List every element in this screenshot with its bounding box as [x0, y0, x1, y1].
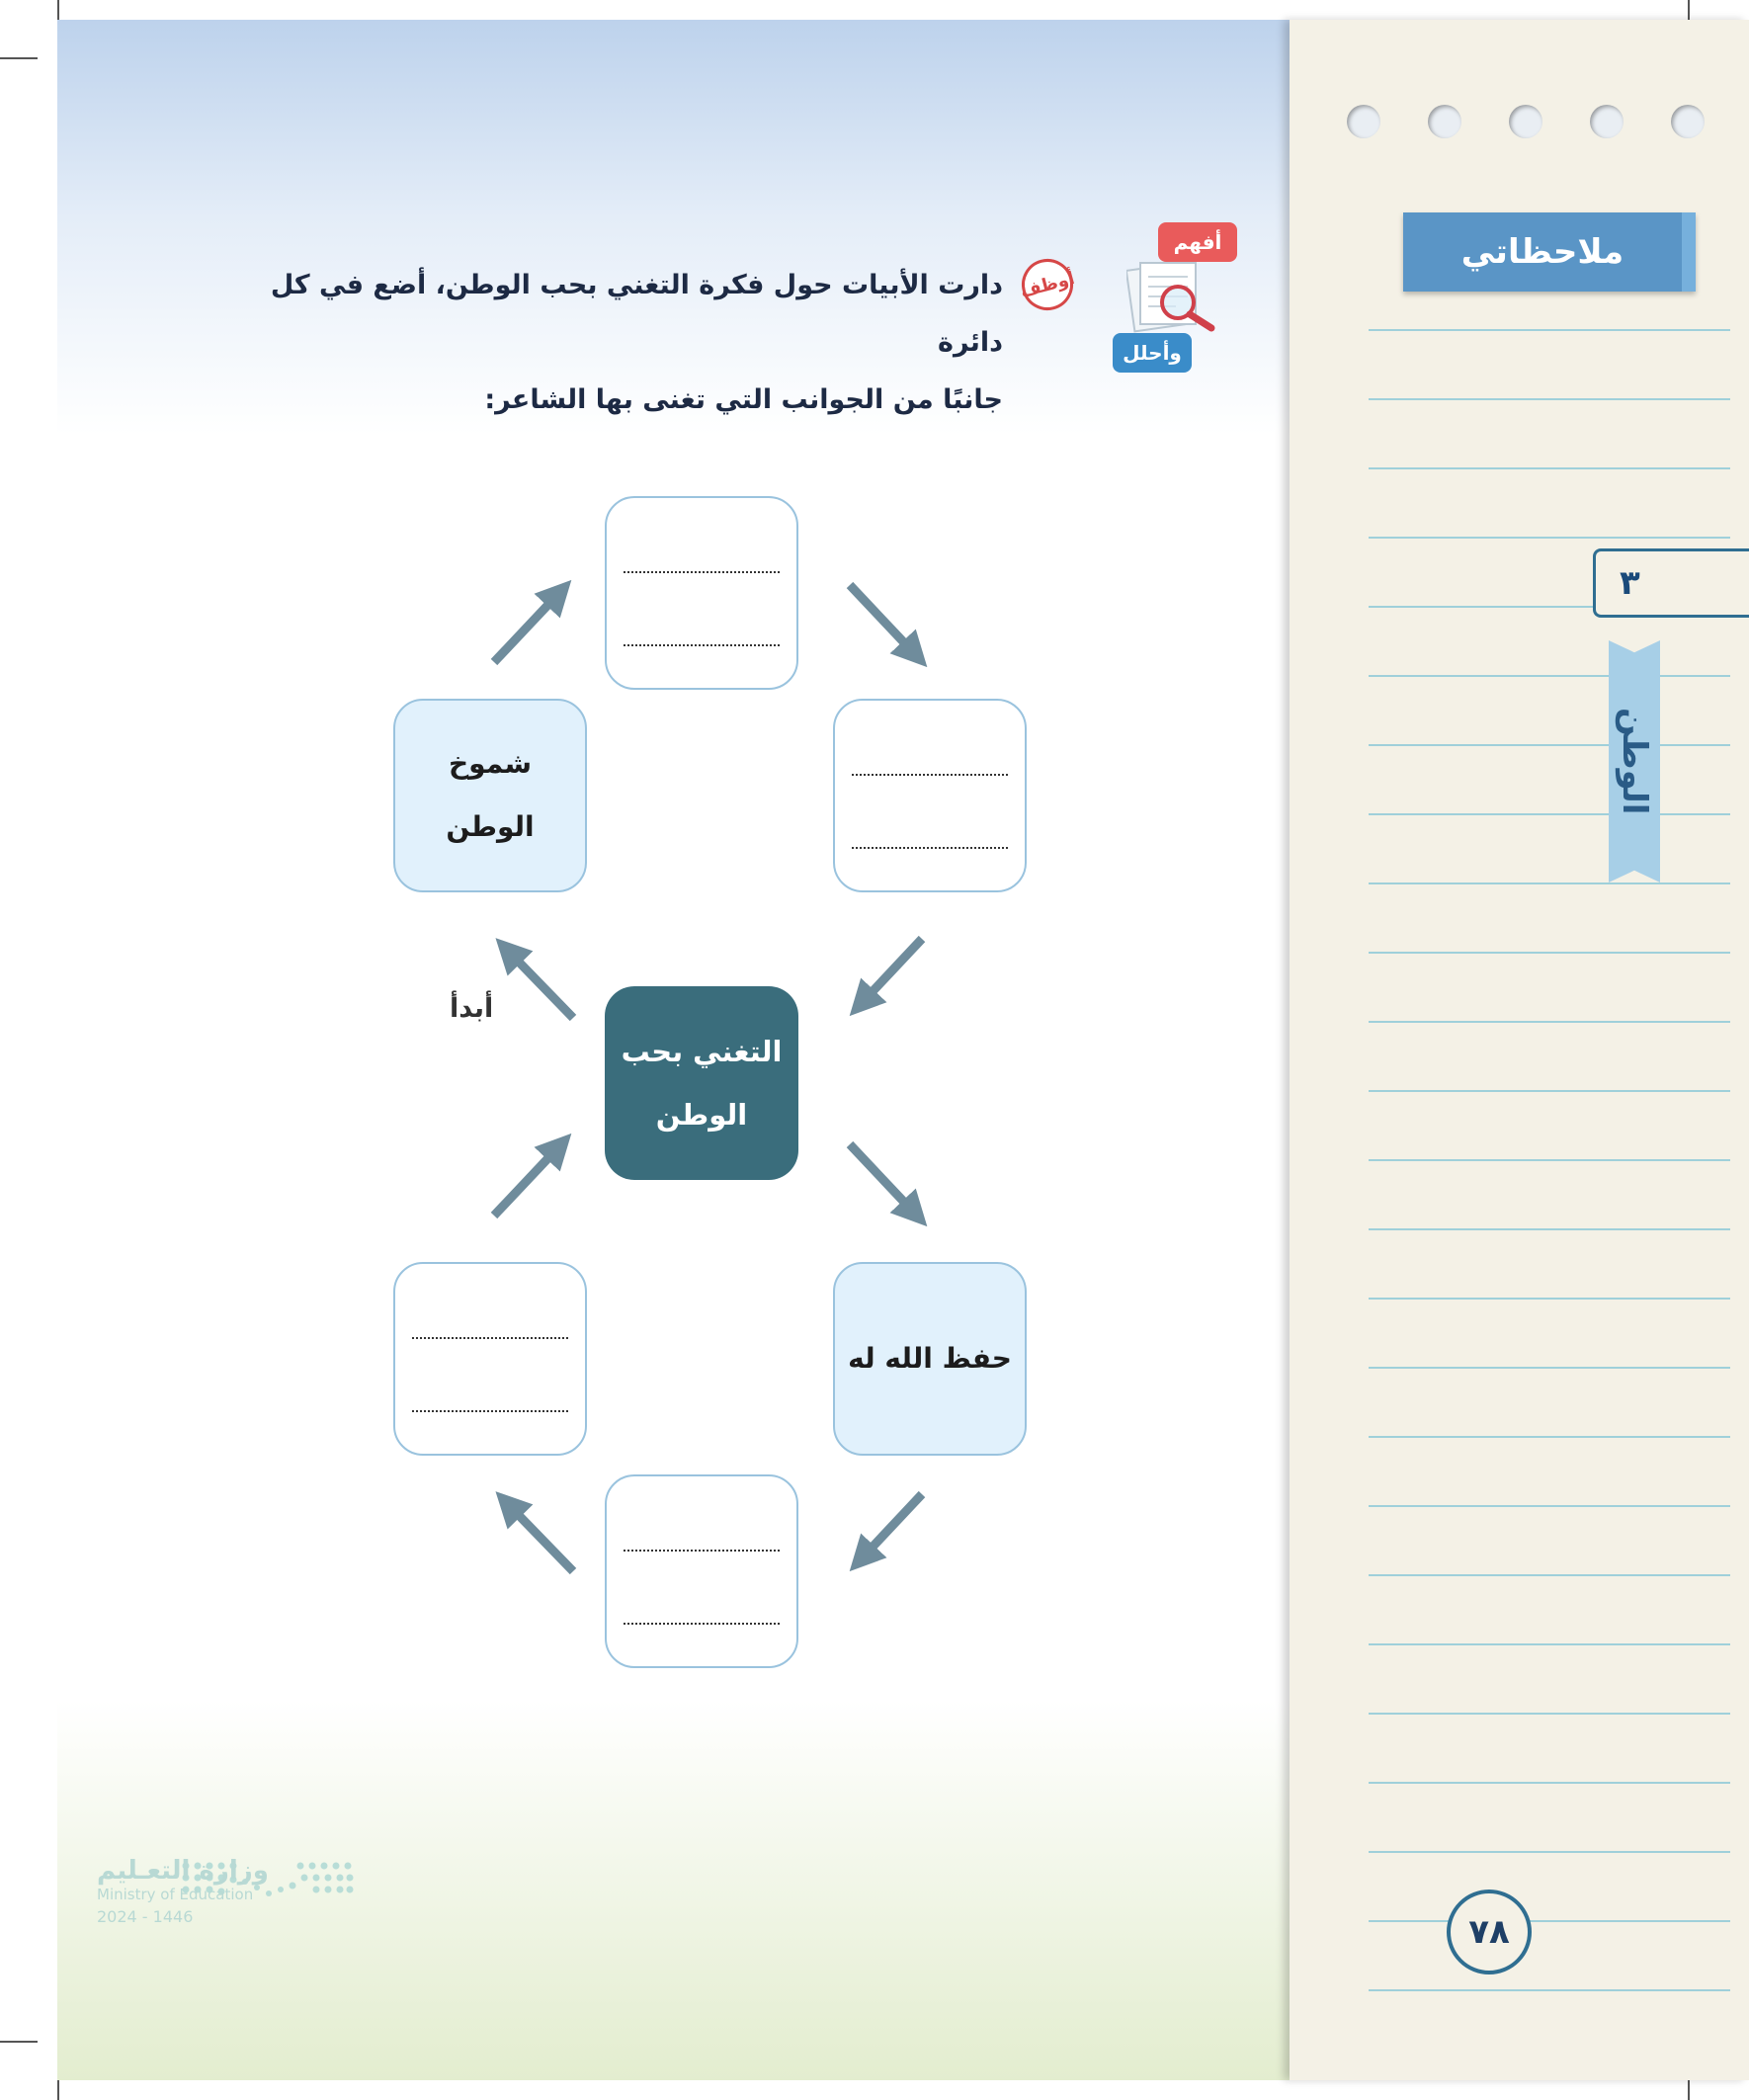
arrow-center-to-left-top	[508, 951, 573, 1018]
answer-line	[852, 847, 1008, 849]
node-top-blank[interactable]	[605, 496, 798, 690]
node-center	[605, 986, 798, 1180]
arrow-left-bottom-to-center	[494, 1146, 559, 1216]
answer-line	[624, 644, 780, 646]
skill-tag-analyze: وأحلل	[1113, 333, 1192, 373]
start-label: أبدأ	[450, 993, 494, 1024]
apply-badge: أوظف	[1016, 253, 1079, 316]
node-left-top-line-2: الوطن	[446, 810, 535, 843]
skill-tag-understand: أفهم	[1158, 222, 1237, 262]
arrow-top-to-right-top	[850, 585, 915, 654]
unit-number-tab: ٣	[1593, 548, 1749, 618]
answer-line	[412, 1337, 568, 1339]
ministry-block	[97, 1856, 304, 1926]
notes-title: ملاحظاتي	[1403, 212, 1696, 292]
arrow-center-to-right-bottom	[850, 1144, 915, 1214]
node-right-top-blank[interactable]	[833, 699, 1027, 892]
question-line-1: دارت الأبيات حول فكرة التغني بحب الوطن، أضع في كل دائرة	[270, 270, 1003, 358]
node-left-top-line-1: شموخ	[448, 747, 533, 780]
answer-line	[624, 1623, 780, 1625]
ministry-arabic: وزارة التعـليم	[97, 1856, 269, 1886]
arrow-left-top-to-top	[494, 593, 559, 662]
answer-line	[412, 1410, 568, 1412]
answer-line	[852, 774, 1008, 776]
answer-line	[624, 1550, 780, 1552]
page-number: ٧٨	[1447, 1890, 1532, 1974]
node-center-line-1: التغني بحب	[621, 1035, 783, 1068]
question-line-2: جانبًا من الجوانب التي تغنى بها الشاعر:	[484, 384, 1003, 415]
ministry-year: 2024 - 1446	[97, 1907, 194, 1926]
node-left-bottom-blank[interactable]	[393, 1262, 587, 1456]
node-bottom-blank[interactable]	[605, 1474, 798, 1668]
ministry-english: Ministry of Education	[97, 1886, 254, 1903]
arrow-bottom-to-left-bottom	[508, 1504, 573, 1571]
node-left-top	[393, 699, 587, 892]
arrow-right-top-to-center	[862, 939, 922, 1003]
node-center-line-2: الوطن	[655, 1098, 748, 1132]
arrow-right-bottom-to-bottom	[862, 1494, 922, 1558]
node-right-bottom: حفظ الله له	[833, 1262, 1027, 1456]
answer-line	[624, 571, 780, 573]
unit-title: الوطن	[1615, 707, 1654, 815]
